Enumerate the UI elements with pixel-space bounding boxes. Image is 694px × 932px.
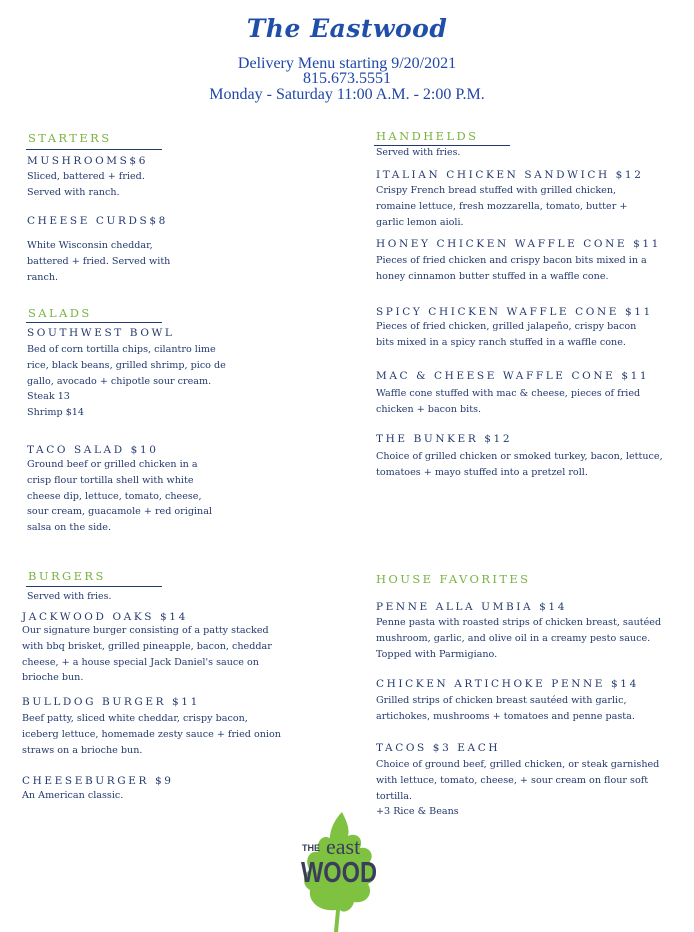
section-rule bbox=[26, 586, 162, 587]
menu-item-desc: Pieces of fried chicken, grilled jalapeño, crispy bacon bits mixed in a spicy ranch stuffed in a waffle cone. bbox=[376, 321, 637, 348]
section-title-house-favorites: HOUSE FAVORITES bbox=[376, 572, 531, 586]
menu-item-desc: Bed of corn tortilla chips, cilantro lime rice, black beans, grilled shrimp, pico de gallo, avocado + chipotle sour cream. Steak 13 Shrimp $14 bbox=[27, 344, 226, 419]
menu-item-name: SPICY CHICKEN WAFFLE CONE $11 bbox=[376, 306, 653, 318]
menu-item-desc: Grilled strips of chicken breast sautéed with garlic, artichokes, mushrooms + tomatoes and penne pasta. bbox=[376, 695, 635, 722]
logo-wood: WOOD bbox=[301, 857, 377, 889]
menu-item-desc: White Wisconsin cheddar, battered + fried. Served with ranch. bbox=[27, 240, 171, 283]
section-note: Served with fries. bbox=[27, 591, 112, 602]
brand-title: The Eastwood bbox=[246, 14, 448, 43]
delivery-line: Delivery Menu starting 9/20/2021 bbox=[237, 55, 457, 72]
logo-east: east bbox=[326, 834, 361, 859]
menu-item-name: TACOS $3 EACH bbox=[376, 742, 501, 754]
menu-item-desc: Pieces of fried chicken and crispy bacon bits mixed in a honey cinnamon butter stuffed in a waffle cone. bbox=[376, 255, 647, 282]
menu-item-desc: Ground beef or grilled chicken in a crisp flour tortilla shell with white cheese dip, lettuce, tomato, cheese, sour cream, guacamole + red original salsa on the side. bbox=[27, 459, 213, 534]
menu-item-desc: Waffle cone stuffed with mac & cheese, pieces of fried chicken + bacon bits. bbox=[376, 388, 641, 415]
menu-item-name: THE BUNKER $12 bbox=[376, 433, 513, 445]
menu-item-desc: Crispy French bread stuffed with grilled chicken, romaine lettuce, fresh mozzarella, tomato, butter + garlic lemon aioli. bbox=[376, 185, 628, 228]
menu-item-name: CHEESEBURGER $9 bbox=[22, 775, 174, 787]
menu-item-desc: Choice of grilled chicken or smoked turkey, bacon, lettuce, tomatoes + mayo stuffed into a pretzel roll. bbox=[376, 451, 663, 478]
menu-item-name: TACO SALAD $10 bbox=[27, 444, 159, 456]
menu-item-name: BULLDOG BURGER $11 bbox=[22, 696, 200, 708]
section-rule bbox=[374, 145, 510, 146]
menu-item-desc: Sliced, battered + fried. Served with ranch. bbox=[27, 171, 145, 198]
section-title-starters: STARTERS bbox=[28, 131, 112, 145]
menu-item-desc: Our signature burger consisting of a patty stacked with bbq brisket, grilled pineapple, bacon, cheddar cheese, + a house special Jack Daniel's sauce on brioche bun. bbox=[22, 625, 272, 684]
menu-item-name: CHICKEN ARTICHOKE PENNE $14 bbox=[376, 678, 639, 690]
hours-line: Monday - Saturday 11:00 A.M. - 2:00 P.M. bbox=[209, 86, 485, 103]
eastwood-leaf-logo bbox=[298, 798, 380, 932]
section-title-handhelds: HANDHELDS bbox=[376, 129, 479, 143]
menu-item-name: MUSHROOMS$6 bbox=[27, 155, 148, 167]
menu-item-name: SOUTHWEST BOWL bbox=[27, 327, 175, 339]
section-title-salads: SALADS bbox=[28, 306, 92, 320]
section-title-burgers: BURGERS bbox=[28, 569, 106, 583]
section-rule bbox=[26, 149, 162, 150]
menu-item-name: JACKWOOD OAKS $14 bbox=[22, 611, 188, 623]
section-rule bbox=[26, 322, 162, 323]
menu-item-desc: An American classic. bbox=[22, 790, 124, 801]
menu-item-name: HONEY CHICKEN WAFFLE CONE $11 bbox=[376, 238, 661, 250]
section-note: Served with fries. bbox=[376, 147, 461, 158]
phone-line: 815.673.5551 bbox=[303, 70, 391, 87]
menu-item-desc: Penne pasta with roasted strips of chicken breast, sautéed mushroom, garlic, and olive oil in a creamy pesto sauce. Topped with Parmigiano. bbox=[376, 617, 662, 660]
menu-item-name: CHEESE CURDS$8 bbox=[27, 215, 168, 227]
menu-item-name: PENNE ALLA UMBIA $14 bbox=[376, 601, 567, 613]
menu-item-desc: Beef patty, sliced white cheddar, crispy bacon, iceberg lettuce, homemade zesty sauce + fried onion straws on a brioche bun. bbox=[22, 713, 281, 756]
menu-item-desc: Choice of ground beef, grilled chicken, or steak garnished with lettuce, tomato, cheese, + sour cream on flour soft tortilla. +3 Rice & Beans bbox=[376, 759, 660, 818]
logo-the: THE bbox=[302, 843, 320, 853]
menu-item-name: MAC & CHEESE WAFFLE CONE $11 bbox=[376, 370, 650, 382]
menu-item-name: ITALIAN CHICKEN SANDWICH $12 bbox=[376, 169, 644, 181]
